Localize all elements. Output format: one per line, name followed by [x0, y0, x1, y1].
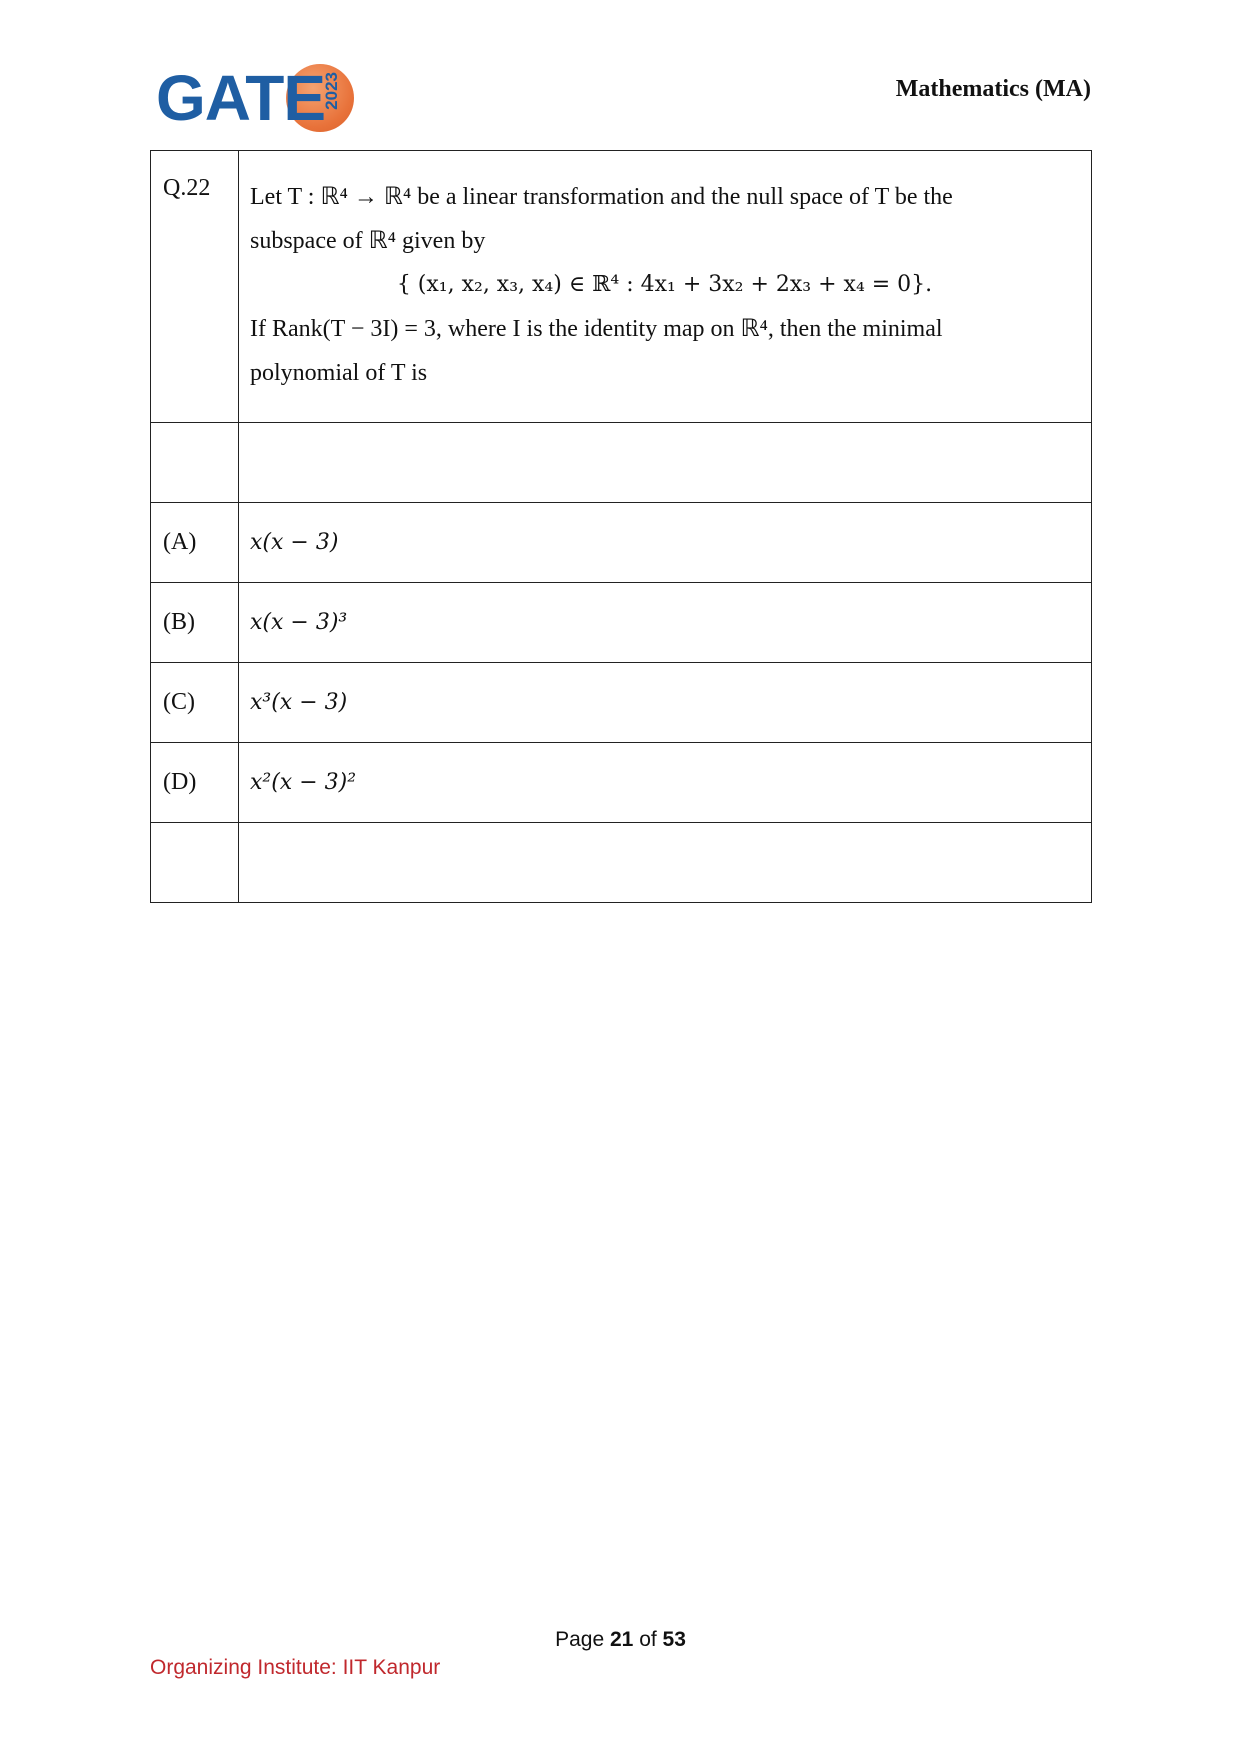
page-of: of — [639, 1628, 657, 1651]
gate-logo — [156, 58, 356, 138]
question-line-3: If Rank(T − 3I) = 3, where I is the identity map on ℝ⁴, then the minimal — [250, 316, 943, 342]
page-number — [0, 1628, 1241, 1652]
option-label: (B) — [151, 583, 239, 663]
logo-text: GATE — [156, 62, 326, 134]
question-line-4: polynomial of T is — [250, 360, 428, 386]
null-space-set: { (x₁, x₂, x₃, x₄) ∈ ℝ⁴ : 4x₁ + 3x₂ + 2x₃ + x₄ = 0}. — [396, 272, 933, 297]
option-text: x(x − 3) — [239, 503, 1092, 583]
blank-row — [151, 823, 1092, 903]
option-label: (A) — [151, 503, 239, 583]
page-prefix: Page — [555, 1628, 605, 1651]
option-row — [151, 663, 1092, 743]
option-text: x²(x − 3)² — [239, 743, 1092, 823]
question-text — [239, 151, 1092, 423]
option-label: (C) — [151, 663, 239, 743]
question-number: Q.22 — [151, 151, 239, 423]
option-row — [151, 583, 1092, 663]
option-label: (D) — [151, 743, 239, 823]
option-text: x(x − 3)³ — [239, 583, 1092, 663]
question-line-2: subspace of ℝ⁴ given by — [250, 228, 486, 254]
page-total: 53 — [662, 1628, 686, 1651]
question-line-1: Let T : ℝ⁴ → ℝ⁴ be a linear transformation and the null space of T be the — [250, 184, 953, 210]
logo-year: 2023 — [322, 72, 341, 110]
option-row — [151, 743, 1092, 823]
organizer-text: Organizing Institute: IIT Kanpur — [150, 1656, 441, 1679]
blank-row — [151, 423, 1092, 503]
option-text: x³(x − 3) — [239, 663, 1092, 743]
page-current: 21 — [609, 1628, 634, 1651]
subject-title: Mathematics (MA) — [895, 76, 1091, 102]
question-table — [150, 150, 1092, 903]
option-row — [151, 503, 1092, 583]
question-row — [151, 151, 1092, 423]
